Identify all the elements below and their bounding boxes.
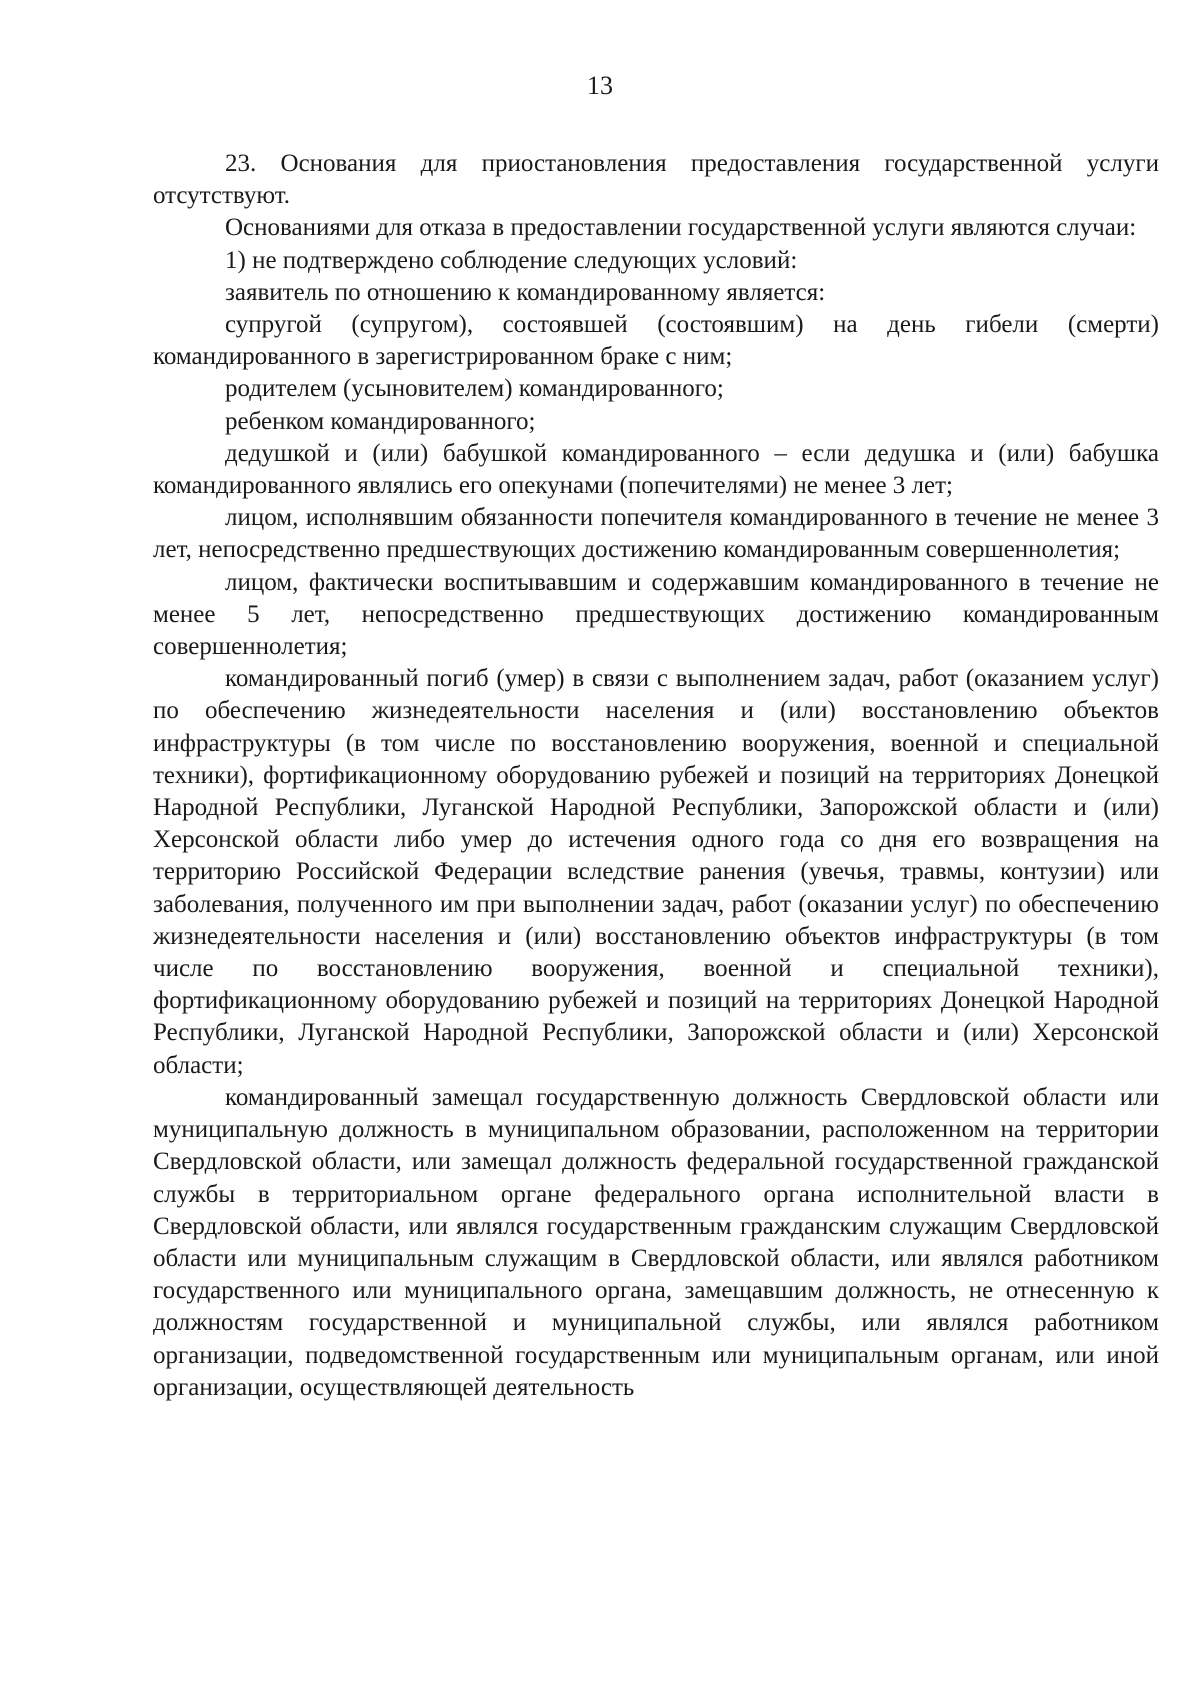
paragraph-spouse: супругой (супругом), состоявшей (состоявшим) на день гибели (смерти) командированного в зарегистрированном браке с ним; <box>153 311 1159 371</box>
paragraph-death-circumstances: командированный погиб (умер) в связи с выполнением задач, работ (оказанием услуг) по обеспечению жизнедеятельности населения и (или) восстановлению объектов инфраструктуры (в том числе по восстановлению вооружения, военной и специальной техники), фортификационному оборудованию рубежей и позиций на территориях Донецкой Народной Республики, Луганской Народной Республики, Запорожской области и (или) Херсонской области либо умер до истечения одного года со дня его возвращения на территорию Российской Федерации вследствие ранения (увечья, травмы, контузии) или заболевания, полученного им при выполнении задач, работ (оказании услуг) по обеспечению жизнедеятельности населения и (или) восстановлению объектов инфраструктуры (в том числе по восстановлению вооружения, военной и специальной техники), фортификационному оборудованию рубежей и позиций на территориях Донецкой Народной Республики, Луганской Народной Республики, Запорожской области и (или) Херсонской области; <box>153 665 1159 1079</box>
paragraph-condition-1: 1) не подтверждено соблюдение следующих условий: <box>225 246 798 274</box>
paragraph-parent: родителем (усыновителем) командированного; <box>225 375 724 403</box>
paragraph-employment: командированный замещал государственную должность Свердловской области или муниципальную должность в муниципальном образовании, расположенном на территории Свердловской области, или замещал должность федеральной государственной гражданской службы в территориальном органе федерального органа исполнительной власти в Свердловской области, или являлся государственным гражданским служащим Свердловской области или муниципальным служащим в Свердловской области, или являлся работником государственного или муниципального органа, замещавшим должность, не отнесенную к должностям государственной и муниципальной службы, или являлся работником организации, подведомственной государственным или муниципальным органам, или иной организации, осуществляющей деятельность <box>153 1083 1159 1401</box>
paragraph-applicant-relation: заявитель по отношению к командированному является: <box>225 278 826 306</box>
page-number: 13 <box>587 71 613 100</box>
paragraph-grandparent: дедушкой и (или) бабушкой командированного – если дедушка и (или) бабушка командированного являлись его опекунами (попечителями) не менее 3 лет; <box>153 439 1159 500</box>
paragraph-suspension-grounds: 23. Основания для приостановления предоставления государственной услуги отсутствуют. <box>153 150 1159 210</box>
paragraph-refusal-grounds: Основаниями для отказа в предоставлении государственной услуги являются случаи: <box>225 214 1137 242</box>
paragraph-guardian: лицом, исполнявшим обязанности попечителя командированного в течение не менее 3 лет, непосредственно предшествующих достижению командированным совершеннолетия; <box>153 504 1159 564</box>
paragraph-child: ребенком командированного; <box>225 407 536 435</box>
paragraph-foster-carer: лицом, фактически воспитывавшим и содержавшим командированного в течение не менее 5 лет, непосредственно предшествующих достижению командированным совершеннолетия; <box>153 568 1159 661</box>
document-body <box>153 148 1159 1404</box>
